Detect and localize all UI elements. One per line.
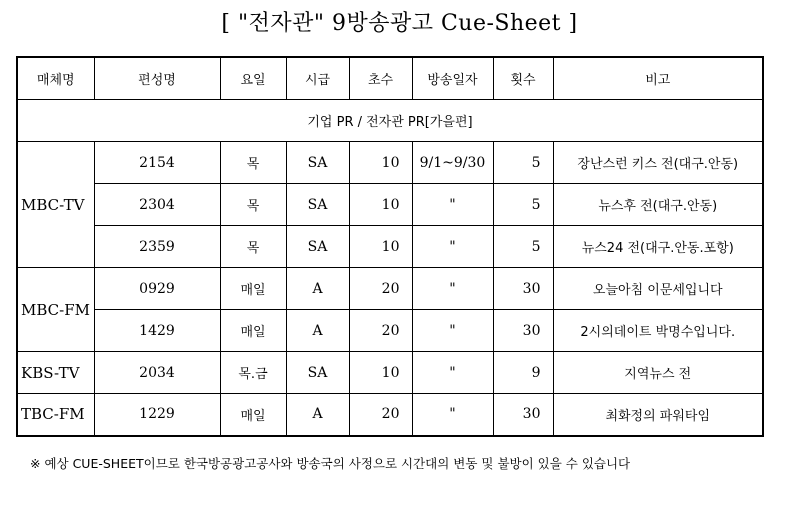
program-cell: 1229 [94, 394, 220, 436]
table-row [17, 352, 763, 394]
grade-cell: A [286, 310, 349, 352]
dates-cell: " [412, 184, 493, 226]
table-row [17, 394, 763, 436]
count-cell: 5 [493, 226, 553, 268]
table-row [17, 142, 763, 184]
table-row [17, 268, 763, 310]
table-row [17, 226, 763, 268]
header-cell: 요일 [220, 57, 286, 100]
header-cell: 매체명 [17, 57, 94, 100]
count-cell: 9 [493, 352, 553, 394]
day-cell: 목 [220, 226, 286, 268]
program-cell: 2304 [94, 184, 220, 226]
program-cell: 2034 [94, 352, 220, 394]
header-row [17, 57, 763, 100]
count-cell: 30 [493, 310, 553, 352]
grade-cell: A [286, 394, 349, 436]
day-cell: 목 [220, 184, 286, 226]
count-cell: 30 [493, 268, 553, 310]
note-cell: 지역뉴스 전 [553, 352, 763, 394]
header-cell: 초수 [349, 57, 412, 100]
day-cell: 목.금 [220, 352, 286, 394]
day-cell: 매일 [220, 394, 286, 436]
dates-cell: " [412, 268, 493, 310]
media-cell: MBC-FM [17, 268, 94, 352]
seconds-cell: 20 [349, 268, 412, 310]
note-cell: 뉴스후 전(대구.안동) [553, 184, 763, 226]
seconds-cell: 10 [349, 184, 412, 226]
page-title: [ "전자관" 9방송광고 Cue-Sheet ] [221, 11, 578, 36]
grade-cell: SA [286, 142, 349, 184]
grade-cell: A [286, 268, 349, 310]
dates-cell: " [412, 352, 493, 394]
program-cell: 2154 [94, 142, 220, 184]
seconds-cell: 20 [349, 310, 412, 352]
media-cell: MBC-TV [17, 142, 94, 268]
cue-sheet-table [16, 56, 764, 437]
footnote: ※ 예상 CUE-SHEET이므로 한국방공광고공사와 방송국의 사정으로 시간대의 변동 및 불방이 있을 수 있습니다 [30, 456, 631, 471]
program-cell: 0929 [94, 268, 220, 310]
note-cell: 오늘아침 이문세입니다 [553, 268, 763, 310]
header-cell: 비고 [553, 57, 763, 100]
day-cell: 매일 [220, 268, 286, 310]
note-cell: 뉴스24 전(대구.안동.포항) [553, 226, 763, 268]
seconds-cell: 10 [349, 352, 412, 394]
note-cell: 최화정의 파워타임 [553, 394, 763, 436]
dates-cell: 9/1~9/30 [412, 142, 493, 184]
header-cell: 횟수 [493, 57, 553, 100]
seconds-cell: 10 [349, 226, 412, 268]
seconds-cell: 10 [349, 142, 412, 184]
note-cell: 2시의데이트 박명수입니다. [553, 310, 763, 352]
media-cell: KBS-TV [17, 352, 94, 394]
dates-cell: " [412, 394, 493, 436]
table-row [17, 184, 763, 226]
seconds-cell: 20 [349, 394, 412, 436]
dates-cell: " [412, 226, 493, 268]
count-cell: 30 [493, 394, 553, 436]
program-cell: 2359 [94, 226, 220, 268]
grade-cell: SA [286, 226, 349, 268]
campaign-label: 기업 PR / 전자관 PR[가을편] [17, 100, 763, 142]
dates-cell: " [412, 310, 493, 352]
media-cell: TBC-FM [17, 394, 94, 436]
note-cell: 장난스런 키스 전(대구.안동) [553, 142, 763, 184]
count-cell: 5 [493, 184, 553, 226]
campaign-row [17, 100, 763, 142]
grade-cell: SA [286, 352, 349, 394]
table-row [17, 310, 763, 352]
program-cell: 1429 [94, 310, 220, 352]
day-cell: 목 [220, 142, 286, 184]
day-cell: 매일 [220, 310, 286, 352]
header-cell: 편성명 [94, 57, 220, 100]
header-cell: 방송일자 [412, 57, 493, 100]
count-cell: 5 [493, 142, 553, 184]
grade-cell: SA [286, 184, 349, 226]
header-cell: 시급 [286, 57, 349, 100]
